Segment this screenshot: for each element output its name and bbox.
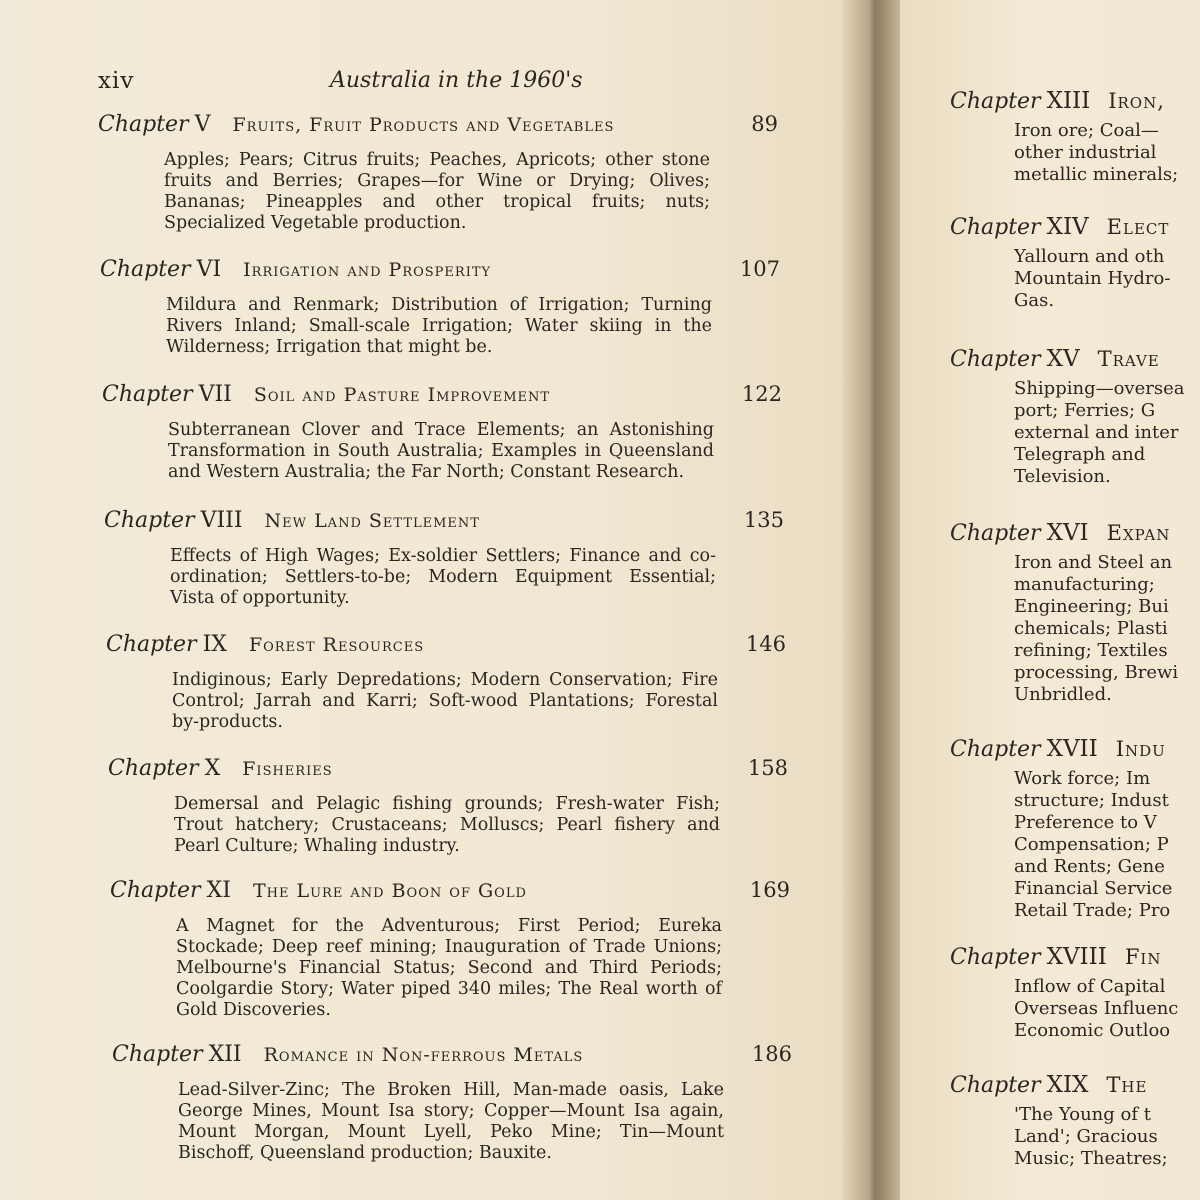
chapter-heading: [98, 112, 778, 142]
chapter-description: Apples; Pears; Citrus fruits; Peaches, Apricots; other stone fruits and Berries; Grapes—for Wine or Drying; Olives; Bananas; Pineapples and other tropical fruits; nuts; Specialized Vegetable production.: [164, 150, 710, 233]
chapter-page: 135: [743, 508, 784, 532]
chapter-description: Yallourn and oth Mountain Hydro- Gas.: [1014, 246, 1171, 311]
chapter-page: 158: [747, 756, 788, 780]
chapter-label: Chapter: [98, 112, 189, 137]
chapter-entry: [950, 346, 1200, 488]
chapter-entry: [950, 88, 1200, 186]
chapter-entry: [950, 736, 1200, 922]
chapter-heading: [950, 944, 1200, 970]
chapter-label: Chapter: [950, 89, 1041, 114]
chapter-description: Effects of High Wages; Ex-soldier Settlers; Finance and co-ordination; Settlers-to-be; Modern Equipment Essential; Vista of opportunity.: [170, 546, 716, 608]
chapter-description: Iron ore; Coal— other industrial metallic minerals;: [1014, 120, 1179, 185]
running-title: Australia in the 1960's: [330, 68, 583, 93]
chapter-entry: [112, 1042, 792, 1164]
chapter-title: Irrigation and Prosperity: [243, 259, 492, 281]
chapter-number: IX: [202, 632, 227, 657]
chapter-title: Fruits, Fruit Products and Vegetables: [232, 114, 615, 136]
chapter-label: Chapter: [950, 737, 1041, 762]
chapter-entry: [104, 508, 784, 609]
chapter-entry: [110, 878, 790, 1021]
chapter-heading: [108, 756, 788, 786]
chapter-page: 186: [751, 1042, 792, 1066]
chapter-number: XVII: [1046, 736, 1098, 762]
chapter-page: 169: [749, 878, 790, 902]
chapter-label: Chapter: [950, 1073, 1041, 1098]
right-page: [900, 0, 1200, 1200]
chapter-title: Fisheries: [242, 758, 333, 780]
chapter-number: XIII: [1046, 88, 1091, 114]
chapter-title: Romance in Non-ferrous Metals: [263, 1044, 584, 1066]
chapter-page: 122: [741, 382, 782, 406]
chapter-number: XIV: [1046, 214, 1089, 240]
chapter-number: XVI: [1046, 520, 1089, 546]
chapter-label: Chapter: [950, 521, 1041, 546]
page-number: xiv: [98, 68, 135, 94]
chapter-entry: [98, 112, 778, 234]
chapter-entry: [106, 632, 786, 733]
chapter-heading: [102, 382, 782, 412]
chapter-label: Chapter: [950, 945, 1041, 970]
chapter-number: XVIII: [1046, 944, 1107, 970]
chapter-title: New Land Settlement: [264, 510, 480, 532]
book-gutter: [842, 0, 902, 1200]
chapter-description: Iron and Steel an manufacturing; Engineering; Bui chemicals; Plasti refining; Textiles processing, Brewi Unbridled.: [1014, 552, 1179, 705]
chapter-page: 146: [745, 632, 786, 656]
chapter-number: VI: [196, 257, 222, 282]
chapter-title: Indu: [1115, 737, 1166, 761]
chapter-title: Soil and Pasture Improvement: [253, 384, 551, 406]
chapter-title: The: [1106, 1073, 1148, 1097]
chapter-description: A Magnet for the Adventurous; First Period; Eureka Stockade; Deep reef mining; Inauguration of Trade Unions; Melbourne's Financial Status; Second and Third Periods; Coolgardie Story; Water piped 340 miles; The Real worth of Gold Discoveries.: [176, 916, 722, 1020]
chapter-page: 107: [739, 257, 780, 281]
chapter-description: Subterranean Clover and Trace Elements; an Astonishing Transformation in South Australia; Examples in Queensland and Western Australia; the Far North; Constant Research.: [168, 420, 714, 482]
chapter-title: Elect: [1106, 215, 1170, 239]
chapter-title: Expan: [1106, 521, 1171, 545]
chapter-description: Indiginous; Early Depredations; Modern Conservation; Fire Control; Jarrah and Karri; Soft-wood Plantations; Forestal by-products.: [172, 670, 718, 732]
chapter-description: Shipping—oversea port; Ferries; G external and inter Telegraph and Television.: [1014, 378, 1185, 487]
chapter-number: XI: [206, 878, 231, 903]
chapter-label: Chapter: [102, 382, 193, 407]
chapter-title: Forest Resources: [248, 634, 425, 656]
chapter-page: 89: [751, 112, 778, 136]
chapter-description: Mildura and Renmark; Distribution of Irrigation; Turning Rivers Inland; Small-scale Irrigation; Water skiing in the Wilderness; Irrigation that might be.: [166, 295, 712, 357]
chapter-description: Work force; Im structure; Indust Preference to V Compensation; P and Rents; Gene Financial Service Retail Trade; Pro: [1014, 768, 1173, 921]
chapter-title: Fin: [1124, 945, 1162, 969]
chapter-label: Chapter: [950, 347, 1041, 372]
chapter-description: 'The Young of t Land'; Gracious Music; Theatres;: [1014, 1104, 1168, 1169]
chapter-number: VIII: [200, 508, 243, 533]
chapter-heading: [112, 1042, 792, 1072]
chapter-description: Lead-Silver-Zinc; The Broken Hill, Man-made oasis, Lake George Mines, Mount Isa story; Copper—Mount Isa again, Mount Morgan, Mount Lyell, Peko Mine; Tin—Mount Bischoff, Queensland production; Bauxite.: [178, 1080, 724, 1163]
chapter-heading: [100, 257, 780, 287]
chapter-number: VII: [198, 382, 232, 407]
chapter-description: Inflow of Capital Overseas Influenc Economic Outloo: [1014, 976, 1179, 1041]
chapter-title: Iron,: [1108, 89, 1165, 113]
chapter-label: Chapter: [100, 257, 191, 282]
chapter-heading: [950, 346, 1200, 372]
chapter-heading: [950, 214, 1200, 240]
chapter-label: Chapter: [108, 756, 199, 781]
chapter-heading: [106, 632, 786, 662]
chapter-title: Trave: [1097, 347, 1160, 371]
chapter-label: Chapter: [104, 508, 195, 533]
chapter-number: X: [204, 756, 221, 781]
chapter-number: XII: [208, 1042, 242, 1067]
chapter-title: The Lure and Boon of Gold: [252, 880, 527, 902]
chapter-heading: [950, 520, 1200, 546]
chapter-heading: [950, 88, 1200, 114]
chapter-entry: [950, 944, 1200, 1042]
chapter-heading: [104, 508, 784, 538]
chapter-heading: [110, 878, 790, 908]
chapter-entry: [950, 214, 1200, 312]
chapter-entry: [108, 756, 788, 857]
chapter-number: XV: [1046, 346, 1080, 372]
chapter-heading: [950, 736, 1200, 762]
chapter-label: Chapter: [110, 878, 201, 903]
chapter-label: Chapter: [112, 1042, 203, 1067]
chapter-heading: [950, 1072, 1200, 1098]
chapter-entry: [102, 382, 782, 483]
chapter-label: Chapter: [950, 215, 1041, 240]
chapter-entry: [950, 1072, 1200, 1170]
chapter-entry: [950, 520, 1200, 706]
chapter-number: XIX: [1046, 1072, 1089, 1098]
chapter-description: Demersal and Pelagic fishing grounds; Fresh-water Fish; Trout hatchery; Crustaceans; Molluscs; Pearl fishery and Pearl Culture; Whaling industry.: [174, 794, 720, 856]
chapter-entry: [100, 257, 780, 358]
chapter-label: Chapter: [106, 632, 197, 657]
chapter-number: V: [194, 112, 211, 137]
